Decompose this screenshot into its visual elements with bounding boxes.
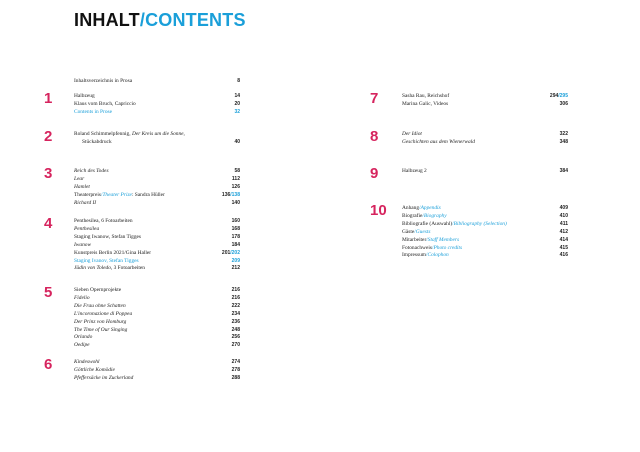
toc-entry[interactable] — [74, 303, 240, 311]
page-slash: / — [230, 249, 232, 256]
page-number: 411 — [559, 220, 568, 227]
entry-text-english: Theater Prize — [102, 191, 132, 198]
page-number: 288 — [231, 374, 240, 381]
toc-entry[interactable] — [402, 229, 568, 237]
entry-text: Sieben Opernprojekte — [74, 287, 122, 293]
toc-entry-page: 8 — [237, 78, 240, 84]
toc-entry-page — [232, 258, 240, 266]
section-number: 3 — [44, 165, 53, 182]
entry-text: Theaterpreis — [74, 191, 101, 198]
entry-text: Sasha Rau, Reichshof — [402, 93, 450, 99]
title-separator: / — [139, 10, 146, 30]
toc-entry-title — [74, 139, 112, 147]
entry-text: Roland Schimmelpfennig, — [74, 131, 132, 137]
toc-entry-title — [74, 342, 90, 350]
toc-entry[interactable] — [74, 226, 240, 234]
toc-entry[interactable] — [74, 218, 240, 226]
toc-entry-page — [232, 303, 240, 311]
entry-slash: / — [414, 228, 416, 235]
entry-text-english: Staff Members — [427, 236, 460, 243]
page-number: 222 — [231, 302, 240, 309]
entry-text-italic: Die Frau ohne Schatten — [74, 302, 126, 309]
toc-entry-page — [560, 252, 568, 260]
entry-text-italic: Lear — [74, 175, 85, 182]
entry-text-italic: Hamlet — [74, 183, 90, 190]
toc-entry[interactable] — [402, 245, 568, 253]
toc-entry-page — [232, 234, 240, 242]
toc-entry[interactable] — [402, 131, 568, 139]
section-number: 1 — [44, 90, 53, 107]
entry-slash: / — [431, 244, 434, 251]
page-number: 414 — [559, 236, 568, 243]
toc-entry-title — [74, 200, 96, 208]
page-number: 184 — [231, 241, 240, 248]
page-number: 409 — [559, 205, 568, 211]
section-number: 8 — [370, 128, 379, 145]
entry-text-italic: Iwanow — [74, 241, 92, 248]
entry-text: Mitarbeiter — [402, 236, 427, 243]
toc-entry[interactable] — [74, 311, 240, 319]
toc-entry-page — [560, 131, 568, 139]
page-number: 40 — [234, 138, 240, 145]
entry-text-italic: The Time of Our Singing — [74, 326, 128, 333]
toc-entry-page — [222, 192, 240, 200]
entry-text-english: Guests — [415, 228, 431, 235]
toc-entry-page — [560, 168, 568, 176]
toc-entry-title — [74, 311, 132, 319]
toc-entry-page — [232, 184, 240, 192]
toc-entry-page — [550, 93, 568, 101]
page-title — [74, 10, 246, 31]
toc-entry-page — [234, 139, 240, 147]
entry-text-english: Colophon — [427, 252, 449, 259]
toc-entry[interactable] — [74, 295, 240, 303]
toc-entry[interactable] — [74, 319, 240, 327]
toc-entry-title — [74, 131, 185, 139]
entry-slash: / — [100, 191, 103, 198]
entry-text: Fotonachweis — [402, 244, 432, 251]
page-number: 248 — [231, 326, 240, 333]
entry-text: Contents in Prose — [74, 108, 113, 115]
toc-entry-title — [74, 242, 91, 250]
entry-text: Bibliografie (Auswahl) — [402, 220, 453, 227]
toc-entry-prose[interactable] — [74, 78, 240, 86]
toc-entry-title — [402, 229, 430, 237]
page-number: 178 — [231, 233, 240, 240]
page-number: 20 — [234, 100, 240, 107]
page-number: 410 — [559, 212, 568, 219]
entry-text-after: : Sandra Hüller — [131, 191, 165, 198]
toc-entry[interactable] — [74, 139, 240, 147]
entry-text-italic: Der Prinz von Homburg — [74, 318, 127, 325]
toc-entry-title — [402, 168, 427, 176]
toc-entry[interactable] — [402, 139, 568, 147]
page-number: 234 — [231, 310, 240, 317]
entry-text: Impressum — [402, 252, 426, 259]
toc-entry[interactable] — [74, 334, 240, 342]
toc-entry-title — [74, 375, 133, 383]
entry-text-english: Photo credits — [433, 244, 463, 251]
page-number: 294 — [549, 93, 559, 99]
toc-entry-page — [232, 342, 240, 350]
page-number: 58 — [234, 168, 240, 174]
toc-entry-title — [74, 101, 136, 109]
entry-text-italic: Der Idiot — [402, 131, 422, 137]
toc-entry-title — [74, 168, 109, 176]
toc-entry[interactable] — [402, 205, 568, 213]
page-number: 216 — [231, 287, 240, 293]
entry-text-italic: Pfeffersäcke im Zuckerland — [74, 374, 134, 381]
toc-entry-title — [74, 327, 127, 335]
toc-entry[interactable] — [74, 375, 240, 383]
section-number: 4 — [44, 215, 53, 232]
toc-entry-title — [74, 109, 112, 117]
page-number: 212 — [231, 265, 240, 272]
entry-text-italic: Reich des Todes — [74, 168, 109, 174]
toc-entry[interactable] — [74, 367, 240, 375]
toc-entry-page — [232, 319, 240, 327]
entry-text: Halbzeug 2 — [402, 168, 427, 174]
toc-entry-page — [232, 334, 240, 342]
page-number: 416 — [559, 252, 568, 259]
toc-entry[interactable] — [74, 287, 240, 295]
entry-text: Penthesilea, 6 Fotoarbeiten — [74, 218, 133, 224]
entry-text-english: Appendix — [420, 205, 441, 211]
page-number: 126 — [231, 183, 240, 190]
toc-entry-title — [74, 250, 151, 258]
entry-text-italic: Fidelio — [74, 294, 90, 301]
section-number: 7 — [370, 90, 379, 107]
toc-entry-title — [74, 359, 99, 367]
page-number: 236 — [231, 318, 240, 325]
page-number: 348 — [559, 138, 568, 145]
toc-entry-title — [74, 367, 115, 375]
page-number-english: 295 — [559, 93, 568, 99]
entry-slash: / — [419, 205, 421, 211]
page-number: 209 — [231, 257, 240, 264]
entry-text: Staging Ivanov, Stefan Tigges — [74, 257, 139, 264]
entry-text-italic: Jüdin von Toledo — [74, 265, 111, 272]
entry-slash: / — [422, 212, 424, 219]
title-de: INHALT — [74, 10, 140, 30]
page-number: 270 — [231, 342, 240, 349]
toc-entry-title — [74, 226, 99, 234]
toc-entry-title — [402, 252, 449, 260]
toc-entry-title — [74, 258, 139, 266]
entry-text-italic: Orlando — [74, 334, 93, 341]
toc-entry[interactable] — [74, 93, 240, 101]
toc-entry-page — [232, 367, 240, 375]
toc-entry-page — [232, 226, 240, 234]
toc-entry-page — [234, 168, 240, 176]
entry-text-italic: Der Kreis um die Sonne, — [131, 131, 185, 137]
toc-entry-title — [402, 101, 448, 109]
toc-entry[interactable] — [74, 184, 240, 192]
page-number: 256 — [231, 334, 240, 341]
entry-text: Biografie — [402, 212, 423, 219]
toc-entry-title: Inhaltsverzeichnis in Prosa — [74, 78, 133, 84]
toc-entry-title — [74, 303, 126, 311]
toc-entry-page — [560, 229, 568, 237]
toc-entry[interactable] — [74, 200, 240, 208]
toc-entry-page — [560, 205, 568, 213]
page-number: 201 — [221, 249, 231, 256]
toc-entry-page — [232, 375, 240, 383]
entry-text: Halbzeug — [74, 93, 95, 99]
toc-entry-page — [560, 101, 568, 109]
toc-entry[interactable] — [74, 265, 240, 273]
page-number: 136 — [221, 191, 231, 198]
toc-entry[interactable] — [74, 327, 240, 335]
page-number: 216 — [231, 294, 240, 301]
section-number: 5 — [44, 284, 53, 301]
toc-entry-title — [74, 93, 95, 101]
toc-entry[interactable] — [402, 168, 568, 176]
section-number: 10 — [370, 202, 387, 219]
entry-text: Marina Galic, Videos — [402, 100, 449, 107]
entry-text: Staging Iwanow, Stefan Tigges — [74, 233, 142, 240]
toc-entry-page — [560, 245, 568, 253]
page-number: 112 — [231, 175, 240, 182]
toc-entry-title — [74, 184, 90, 192]
page-number: 322 — [559, 131, 568, 137]
entry-text: Kunstpreis Berlin 2021/Gina Haller — [74, 249, 152, 256]
toc-entry[interactable] — [74, 192, 240, 200]
page-number-english: 202 — [231, 249, 240, 256]
toc-entry-page — [222, 250, 240, 258]
toc-entry-page — [232, 295, 240, 303]
toc-entry[interactable] — [402, 101, 568, 109]
page-number: 412 — [559, 228, 568, 235]
page-number: 278 — [231, 366, 240, 373]
entry-text-italic: Oedipe — [74, 342, 90, 349]
toc-entry[interactable] — [402, 93, 568, 101]
toc-entry-title — [74, 295, 90, 303]
toc-entry[interactable] — [74, 109, 240, 117]
toc-entry-page — [232, 218, 240, 226]
toc-entry[interactable] — [402, 213, 568, 221]
toc-entry[interactable] — [74, 234, 240, 242]
toc-entry-title — [402, 139, 475, 147]
entry-text: Anhang — [402, 205, 420, 211]
toc-entry-page — [234, 101, 240, 109]
page-number: 306 — [559, 100, 568, 107]
page-number: 160 — [231, 218, 240, 224]
toc-entry-title — [74, 234, 141, 242]
toc-entry[interactable] — [74, 359, 240, 367]
toc-entry[interactable] — [74, 250, 240, 258]
toc-entry-title — [402, 237, 459, 245]
toc-entry-page — [232, 242, 240, 250]
toc-entry-title — [402, 245, 462, 253]
toc-entry-page — [560, 139, 568, 147]
toc-entry[interactable] — [74, 258, 240, 266]
toc-entry[interactable] — [74, 242, 240, 250]
entry-text-italic: Göttliche Komödie — [74, 366, 115, 373]
page-number-english: 138 — [231, 191, 240, 198]
toc-entry-page — [560, 237, 568, 245]
entry-text: Stückabdruck — [82, 138, 112, 145]
section-number: 6 — [44, 356, 53, 373]
toc-entry-title — [74, 334, 92, 342]
toc-entry[interactable] — [74, 176, 240, 184]
toc-entry-title — [74, 176, 84, 184]
toc-entry-title — [74, 319, 126, 327]
toc-entry[interactable] — [402, 237, 568, 245]
toc-entry-title — [402, 131, 422, 139]
toc-entry-title — [402, 213, 447, 221]
entry-text-italic: Penthesilea — [74, 225, 100, 232]
entry-slash: / — [425, 252, 428, 259]
toc-entry-title — [402, 221, 507, 229]
toc-entry-page — [560, 213, 568, 221]
toc-entry-page — [232, 327, 240, 335]
page-number: 168 — [231, 225, 240, 232]
entry-text-english: Biography — [423, 212, 447, 219]
toc-entry-title — [74, 287, 121, 295]
section-number: 2 — [44, 128, 53, 145]
toc-entry-page — [234, 93, 240, 101]
page-number: 384 — [559, 168, 568, 174]
toc-entry-title — [402, 93, 449, 101]
entry-text-english: Bibliography (Selection) — [453, 220, 507, 227]
title-en: CONTENTS — [145, 10, 246, 30]
toc-entry-title — [74, 218, 133, 226]
entry-slash: / — [452, 220, 454, 227]
toc-entry-title — [74, 192, 165, 200]
page-number: 274 — [231, 359, 240, 365]
toc-entry[interactable] — [402, 252, 568, 260]
entry-text-italic: Richard II — [74, 199, 97, 206]
toc-entry-page — [232, 265, 240, 273]
toc-entry-page — [232, 200, 240, 208]
toc-entry[interactable] — [402, 221, 568, 229]
toc-entry-page — [232, 311, 240, 319]
page-number: 140 — [231, 199, 240, 206]
toc-entry[interactable] — [74, 342, 240, 350]
page-number: 32 — [234, 108, 240, 115]
toc-entry-page — [560, 221, 568, 229]
toc-entry-page — [232, 176, 240, 184]
toc-entry-page — [232, 359, 240, 367]
toc-entry[interactable] — [74, 101, 240, 109]
section-number: 9 — [370, 165, 379, 182]
entry-text-after: , 3 Fotoarbeiten — [110, 265, 145, 272]
toc-entry[interactable] — [74, 168, 240, 176]
toc-entry-title — [74, 265, 145, 273]
entry-text: Gäste — [402, 228, 415, 235]
entry-text: Klaus vom Bruch, Capriccio — [74, 100, 136, 107]
page-slash: / — [558, 93, 560, 99]
entry-text-italic: Geschichten aus dem Wienerwald — [402, 138, 475, 145]
page-number: 415 — [559, 244, 568, 251]
toc-entry[interactable] — [74, 131, 240, 139]
entry-text-italic: Kindeswohl — [74, 359, 100, 365]
page-number: 14 — [234, 93, 240, 99]
entry-slash: / — [426, 236, 428, 243]
toc-entry-page — [232, 287, 240, 295]
page-slash: / — [230, 191, 232, 198]
toc-entry-page — [234, 109, 240, 117]
entry-text-italic: L'incoronazione di Poppea — [74, 310, 133, 317]
toc-entry-title — [402, 205, 441, 213]
